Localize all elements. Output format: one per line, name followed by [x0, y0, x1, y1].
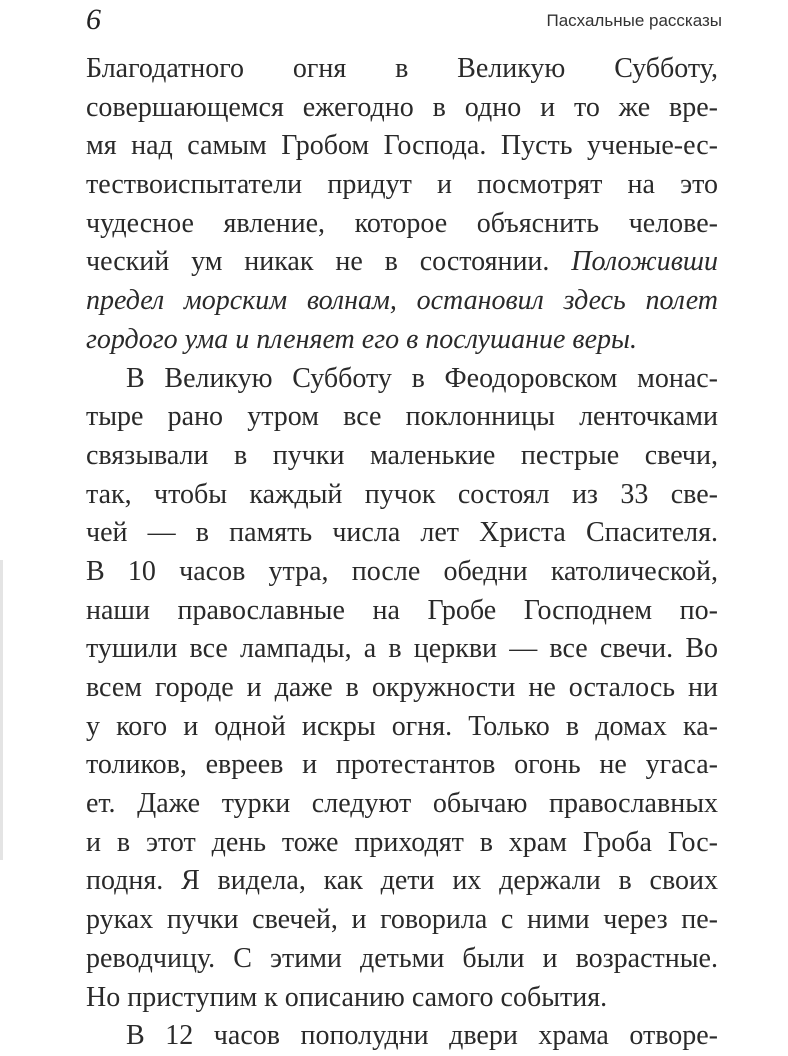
- page-gutter-shadow: [0, 560, 3, 860]
- page-number: 6: [86, 3, 101, 36]
- italic-line: гордого ума и пленяет его в послушание веры.: [86, 323, 637, 355]
- text-line: тествоиспытатели придут и посмотрят на это: [86, 169, 718, 201]
- text-line: мя над самым Гробом Господа. Пусть ученые-ес-: [86, 130, 718, 162]
- italic-segment: Положивши: [571, 246, 719, 278]
- text-line: всем городе и даже в окружности не осталось ни: [86, 672, 718, 703]
- text-line: связывали в пучки маленькие пестрые свечи,: [86, 439, 718, 471]
- body-text: [86, 50, 718, 1056]
- text-line: руках пучки свечей, и говорила с ними через пе-: [86, 904, 718, 936]
- text-line: у кого и одной искры огня. Только в домах ка-: [86, 710, 718, 742]
- text-line: наши православные на Гробе Господнем по-: [86, 594, 718, 626]
- text-line: реводчицу. С этими детьми были и возрастные.: [86, 942, 718, 974]
- text-line: чей — в память числа лет Христа Спасителя.: [86, 517, 718, 549]
- italic-line: предел морским волнам, остановил здесь полет: [86, 285, 718, 317]
- paragraph-first-line: В Великую Субботу в Феодоровском монас-: [126, 362, 718, 394]
- text-line: Благодатного огня в Великую Субботу,: [86, 53, 718, 84]
- text-line: чудесное явление, которое объяснить челове-: [86, 207, 718, 239]
- running-title: Пасхальные рассказы: [546, 11, 722, 30]
- text-line: Но приступим к описанию самого события.: [86, 981, 608, 1013]
- text-line: подня. Я видела, как дети их держали в своих: [86, 865, 718, 897]
- text-line: тыре рано утром все поклонницы ленточками: [86, 401, 718, 433]
- text-line: и в этот день тоже приходят в храм Гроба Гос-: [86, 826, 718, 858]
- text-line: тушили все лампады, а в церкви — все свечи. Во: [86, 633, 718, 665]
- text-line: [86, 243, 718, 282]
- paragraph-first-line: В 12 часов пополудни двери храма отворе-: [126, 1020, 718, 1052]
- text-line: толиков, евреев и протестантов огонь не угаса-: [86, 749, 718, 781]
- text-line: ет. Даже турки следуют обычаю православных: [86, 788, 718, 820]
- text-segment: ческий ум никак не в состоянии.: [86, 246, 550, 278]
- text-line: совершающемся ежегодно в одно и то же вре-: [86, 91, 718, 123]
- text-line: В 10 часов утра, после обедни католической,: [86, 555, 718, 587]
- text-line: так, чтобы каждый пучок состоял из 33 све-: [86, 478, 718, 510]
